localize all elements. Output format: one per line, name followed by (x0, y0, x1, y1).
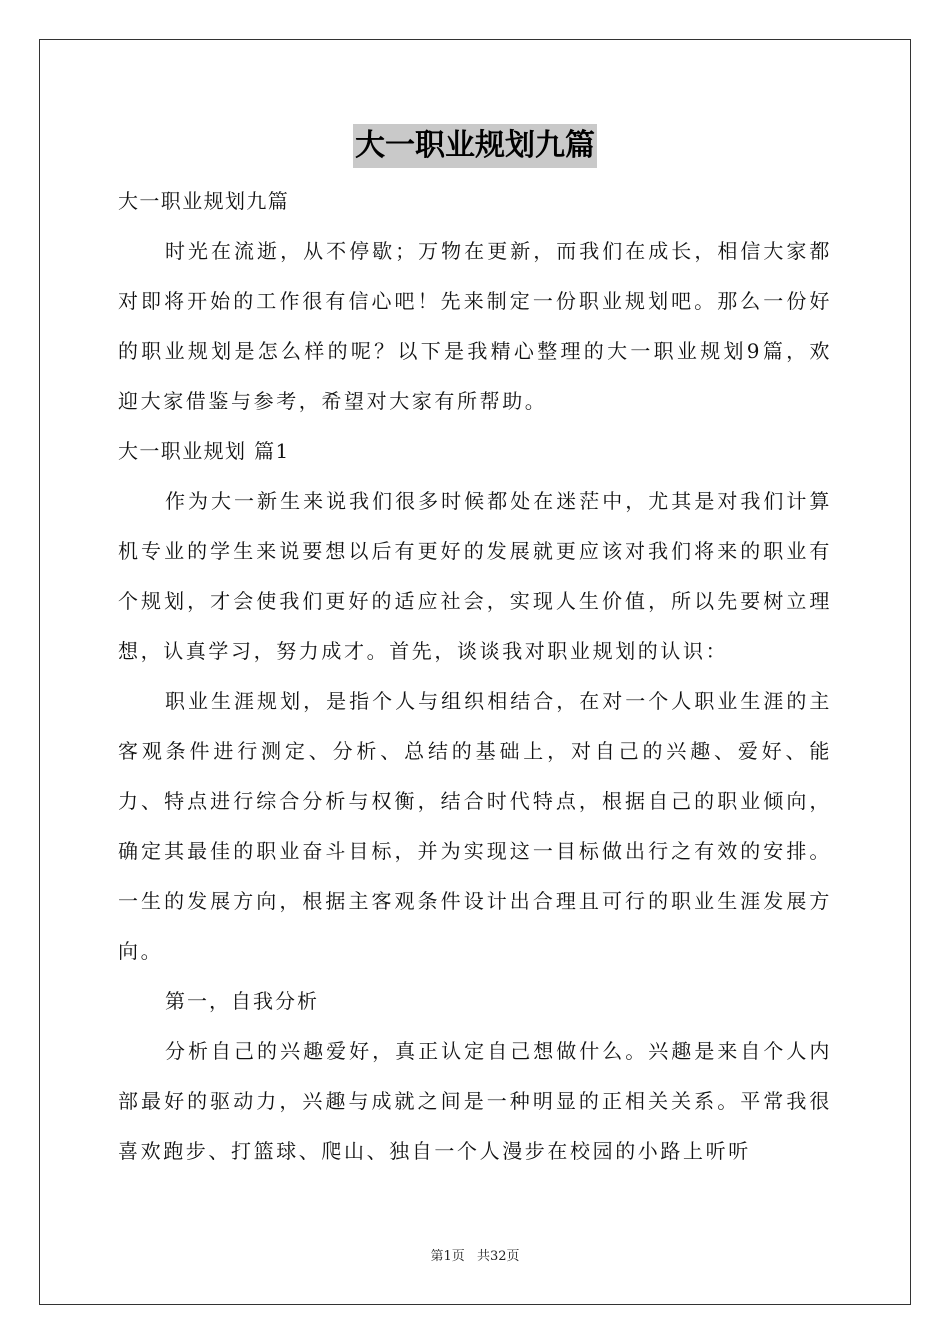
page-total: 共32页 (476, 1249, 520, 1264)
page-number: 第1页 (430, 1249, 465, 1264)
document-subtitle: 大一职业规划九篇 (118, 189, 290, 213)
page-footer (0, 1248, 950, 1266)
title-container (0, 124, 950, 168)
intro-paragraph: 时光在流逝，从不停歇；万物在更新，而我们在成长，相信大家都对即将开始的工作很有信心吧！先来制定一份职业规划吧。那么一份好的职业规划是怎么样的呢？以下是我精心整理的大一职业规划9篇，欢迎大家借鉴与参考，希望对大家有所帮助。 (118, 239, 832, 413)
body-paragraph-3: 分析自己的兴趣爱好，真正认定自己想做什么。兴趣是来自个人内部最好的驱动力，兴趣与成就之间是一种明显的正相关关系。平常我很喜欢跑步、打篮球、爬山、独自一个人漫步在校园的小路上听听 (118, 1039, 832, 1163)
point-heading-1: 第一，自我分析 (165, 989, 319, 1013)
document-body (118, 176, 832, 1176)
document-title: 大一职业规划九篇 (353, 124, 597, 168)
body-paragraph-1: 作为大一新生来说我们很多时候都处在迷茫中，尤其是对我们计算机专业的学生来说要想以后有更好的发展就更应该对我们将来的职业有个规划，才会使我们更好的适应社会，实现人生价值，所以先要树立理想，认真学习，努力成才。首先，谈谈我对职业规划的认识： (118, 489, 832, 663)
body-paragraph-2: 职业生涯规划，是指个人与组织相结合，在对一个人职业生涯的主客观条件进行测定、分析、总结的基础上，对自己的兴趣、爱好、能力、特点进行综合分析与权衡，结合时代特点，根据自己的职业倾向，确定其最佳的职业奋斗目标，并为实现这一目标做出行之有效的安排。一生的发展方向，根据主客观条件设计出合理且可行的职业生涯发展方向。 (118, 689, 832, 963)
section-heading: 大一职业规划 篇1 (118, 439, 290, 463)
